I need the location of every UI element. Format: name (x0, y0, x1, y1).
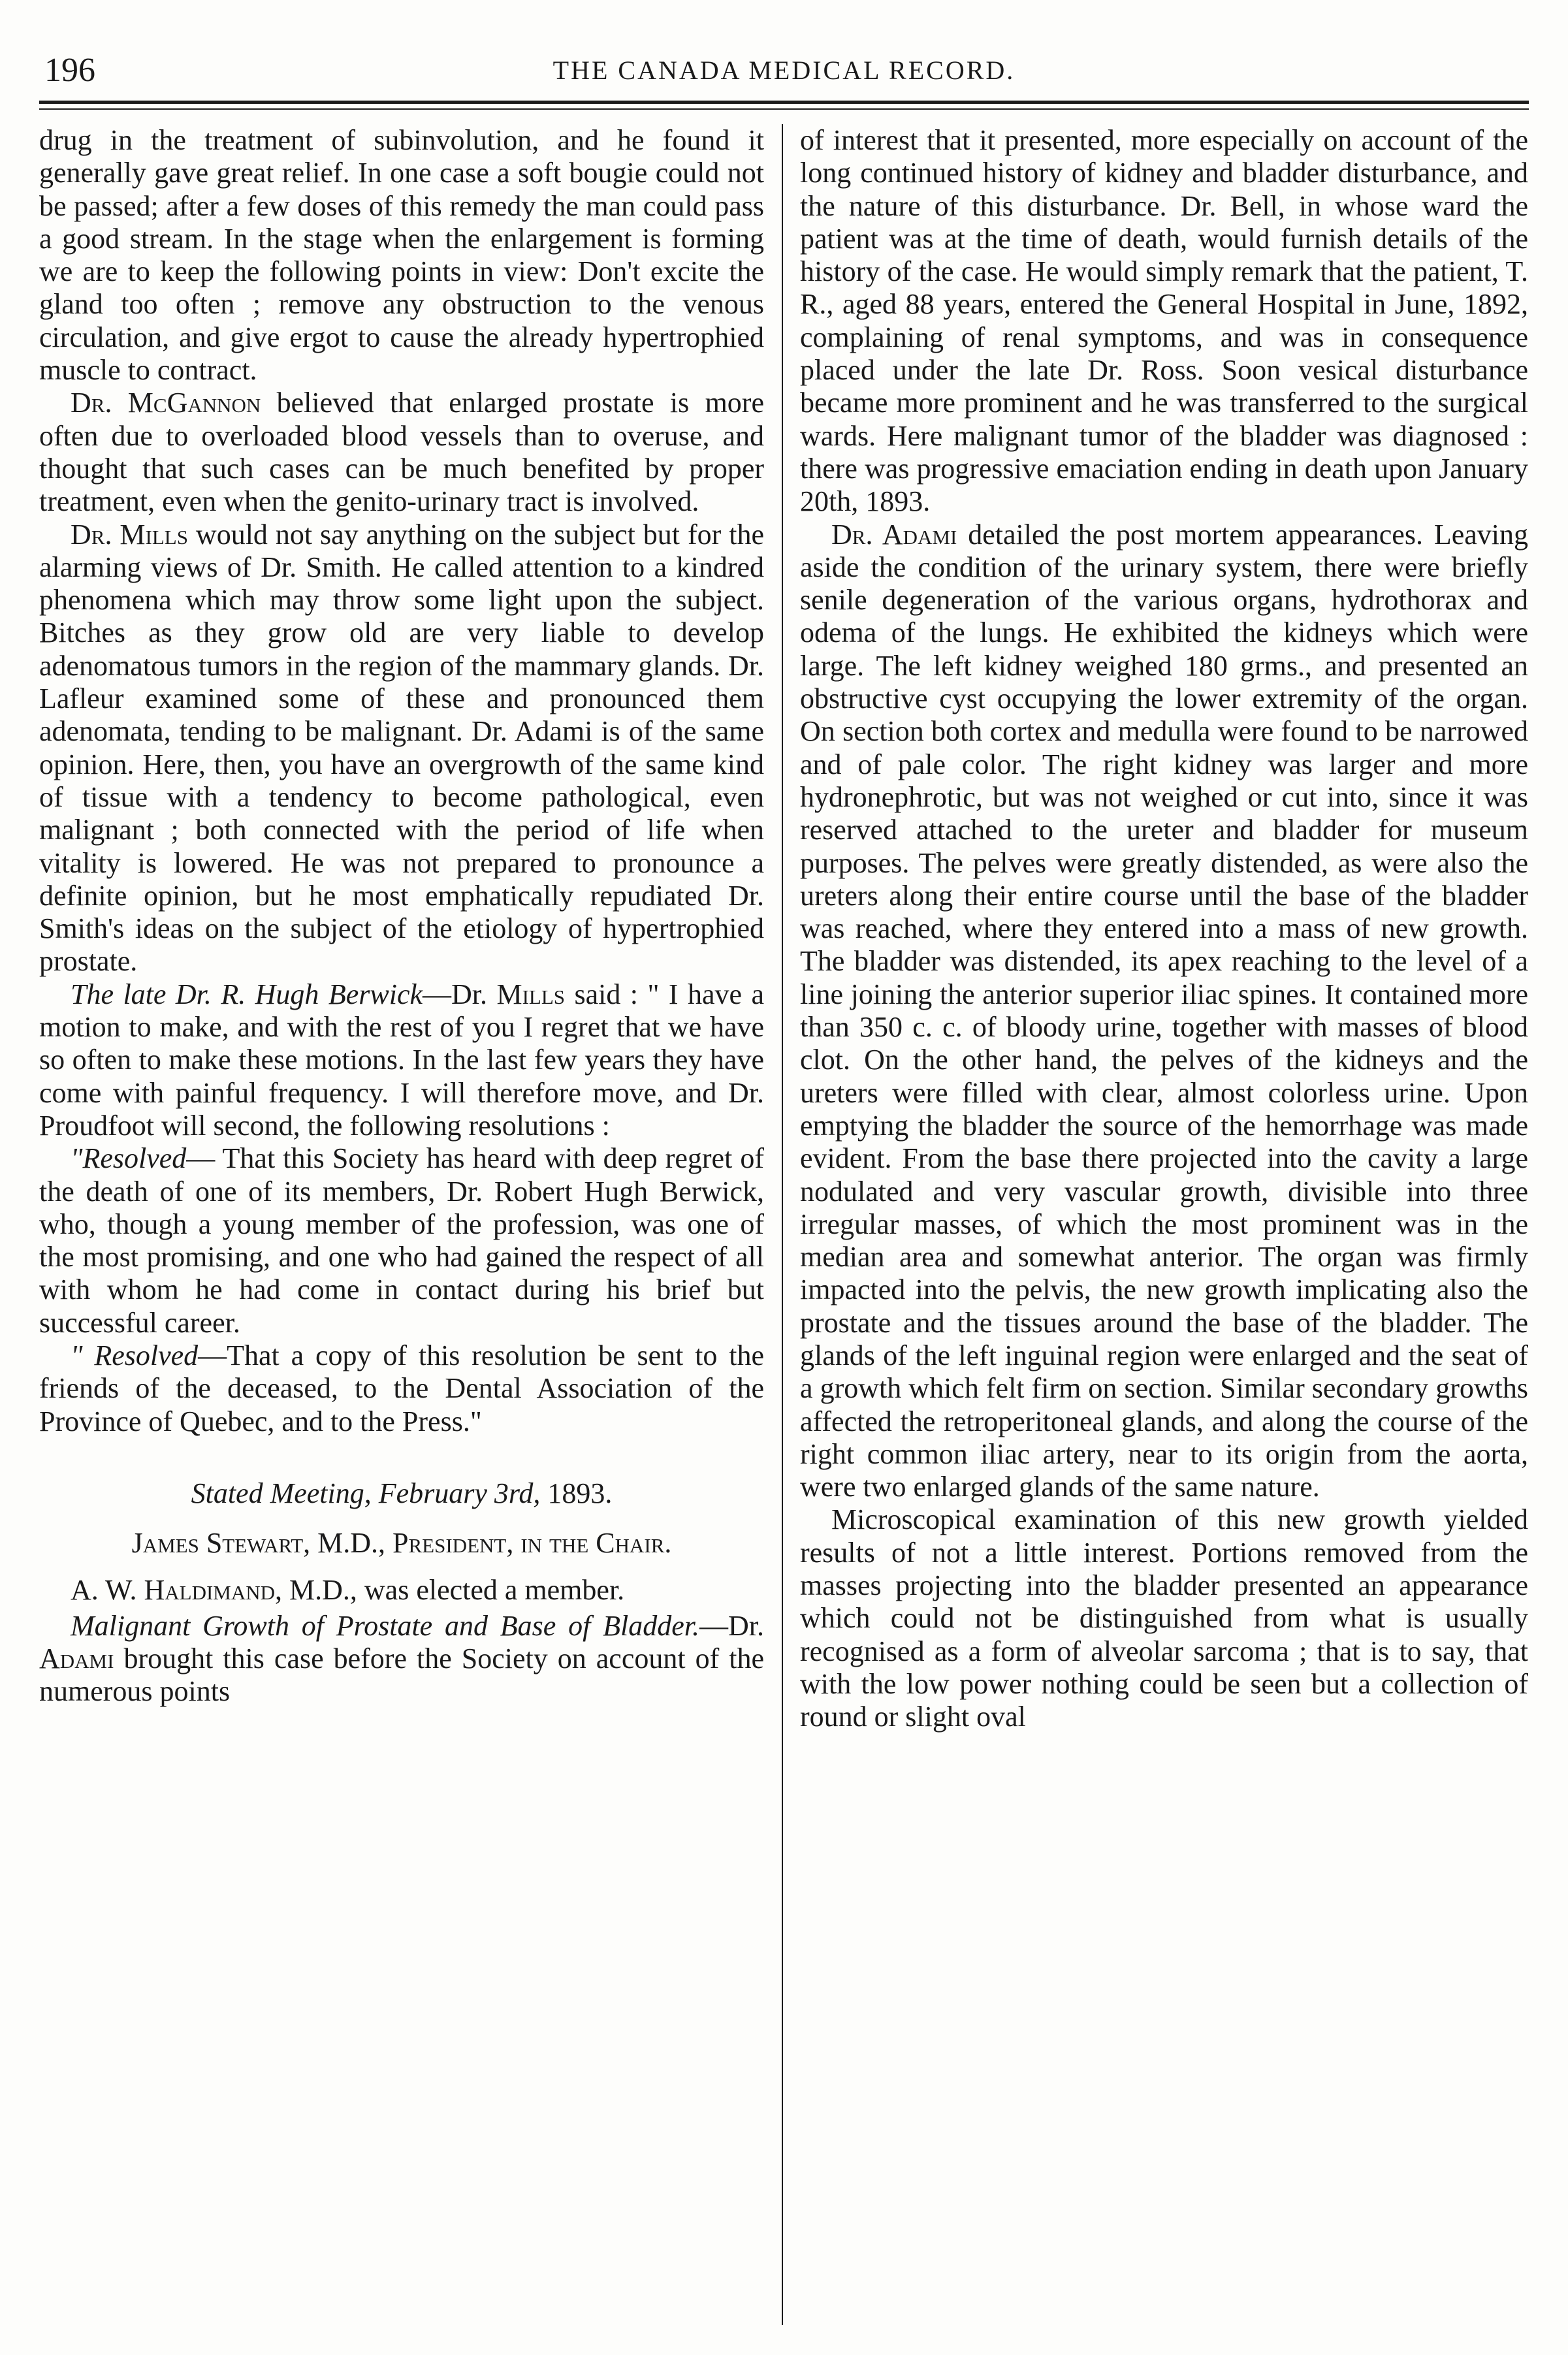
new-member-line (39, 1574, 764, 1607)
header-rule-thick (39, 101, 1529, 104)
left-column (39, 124, 764, 2329)
dash-text: —Dr. (699, 1609, 764, 1642)
page-header (39, 51, 1529, 90)
resolution-one (39, 1142, 764, 1339)
header-rule-thin (39, 108, 1529, 110)
resolution-two (39, 1339, 764, 1438)
paragraph-berwick (39, 978, 764, 1142)
resolved-label: " Resolved (71, 1339, 199, 1371)
paragraph-malignant-growth (39, 1610, 764, 1708)
chair-line: James Stewart, M.D., President, in the Chair. (131, 1527, 672, 1560)
paragraph-mills (39, 519, 764, 978)
right-column (800, 124, 1528, 2329)
speaker-name: Adami (39, 1642, 114, 1675)
paragraph-continuation: drug in the treatment of subinvolution, and he found it generally gave great relief. In one case a soft bougie could not be passed; after a few doses of this remedy the man could pass a good stream. In the stage when the enlargement is forming we are to keep the following points in view: Don't excite the gland too often ; remove any obstruction to the venous circulation, and give ergot to cause the already hypertrophied muscle to contract. (39, 124, 764, 387)
speaker-name: Mills (496, 978, 566, 1010)
paragraph-text: detailed the post mortem appearances. Leaving aside the condition of the urinary system, there were briefly senile degeneration of the various organs, hydrothorax and odema of the lungs. He exhibited the kidneys which were large. The left kidney weighed 180 grms., and presented an obstructive cyst occupying the lower extremity of the organ. On section both cortex and medulla were found to be narrowed and of pale color. The right kidney was larger and more hydronephrotic, but was not weighed or cut into, since it was reserved attached to the ureter and bladder for museum purposes. The pelves were greatly distended, as were also the ureters along their entire course until the base of the bladder was reached, where they entered into a mass of new growth. The bladder was distended, its apex reaching to the level of a line joining the anterior superior iliac spines. It contained more than 350 c. c. of bloody urine, together with masses of blood clot. On the other hand, the pelves of the kidneys and the ureters were filled with clear, almost colorless urine. Upon emptying the bladder the source of the hemorrhage was made evident. From the base there projected into the cavity a large nodulated and very vascular growth, divisible into three irregular masses, of which the most prominent was in the median area and somewhat anterior. The organ was firmly impacted into the pelvis, the new growth implicating also the prostate and the tissues around the base of the bladder. The glands of the left inguinal region were enlarged and the seat of a growth which felt firm on section. Similar secondary growths affected the retroperitoneal glands, and along the course of the right common iliac artery, near to its origin from the aorta, were two enlarged glands of the same nature. (800, 518, 1528, 1503)
section-heading: Malignant Growth of Prostate and Base of Bladder. (71, 1609, 699, 1642)
paragraph-text: brought this case before the Society on account of the numerous points (39, 1642, 764, 1708)
meeting-title: Stated Meeting, February 3rd, (191, 1477, 541, 1509)
meeting-heading (39, 1477, 764, 1510)
paragraph-text: believed that enlarged prostate is more often due to overloaded blood vessels than to overuse, and thought that such cases can be much benefited by proper treatment, even when the genito-urinary tract is involved. (39, 387, 764, 518)
running-head: THE CANADA MEDICAL RECORD. (552, 56, 1016, 85)
paragraph-text: would not say anything on the subject but for the alarming views of Dr. Smith. He called attention to a kindred phenomena which may throw some light upon the subject. Bitches as they grow old are very liable to develop adenomatous tumors in the region of the mammary glands. Dr. Lafleur examined some of these and pronounced them adenomata, tending to be malignant. Dr. Adami is of the same opinion. Here, then, you have an overgrowth of the same kind of tissue with a tendency to become pathological, even malignant ; both connected with the period of life when vitality is lowered. He was not prepared to pronounce a definite opinion, but he most emphatically repudiated Dr. Smith's ideas on the subject of the etiology of hypertrophied prostate. (39, 518, 764, 978)
paragraph-continuation: of interest that it presented, more especially on account of the long continued history of kidney and bladder disturbance, and the nature of this disturbance. Dr. Bell, in whose ward the patient was at the time of death, would furnish details of the history of the case. He would simply remark that the patient, T. R., aged 88 years, entered the General Hospital in June, 1892, complaining of renal symptoms, and was in consequence placed under the late Dr. Ross. Soon vesical disturbance became more prominent and he was transferred to the surgical wards. Here malignant tumor of the bladder was diagnosed : there was progressive emaciation ending in death upon January 20th, 1893. (800, 124, 1528, 518)
paragraph-text: was elected a member. (357, 1574, 625, 1607)
paragraph-adami (800, 519, 1528, 1504)
dash-text: —Dr. (423, 978, 497, 1010)
section-heading: The late Dr. R. Hugh Berwick (71, 978, 423, 1010)
paragraph-text: — That this Society has heard with deep regret of the death of one of its members, Dr. Robert Hugh Berwick, who, though a young member of the profession, was one of the most promising, and one who had gained the respect of all with whom he had come in contact during his brief but successful career. (39, 1142, 764, 1339)
member-name: A. W. Haldimand, M.D., (71, 1574, 357, 1607)
resolved-label: "Resolved (71, 1142, 187, 1175)
speaker-name: Dr. Mills (71, 518, 188, 551)
meeting-year: 1893. (540, 1477, 613, 1509)
paragraph-text: —That a copy of this resolution be sent to the friends of the deceased, to the Dental Association of the Province of Quebec, and to the Press." (39, 1339, 764, 1437)
page-number: 196 (44, 52, 95, 89)
column-divider (782, 124, 783, 2325)
paragraph-mcgannon (39, 387, 764, 518)
paragraph-microscopical: Microscopical examination of this new growth yielded results of not a little interest. Portions removed from the masses projecting into the bladder presented an appearance which could not be distinguished from what is usually recognised as a form of alveolar sarcoma ; that is to say, that with the low power nothing could be seen but a collection of round or slight oval (800, 1503, 1528, 1733)
speaker-name: Dr. McGannon (71, 387, 261, 419)
speaker-name: Dr. Adami (831, 518, 957, 551)
paragraph-text: said : " I have a motion to make, and with the rest of you I regret that we have so often to make these motions. In the last few years they have come with painful frequency. I will therefore move, and Dr. Proudfoot will second, the following resolutions : (39, 978, 764, 1142)
